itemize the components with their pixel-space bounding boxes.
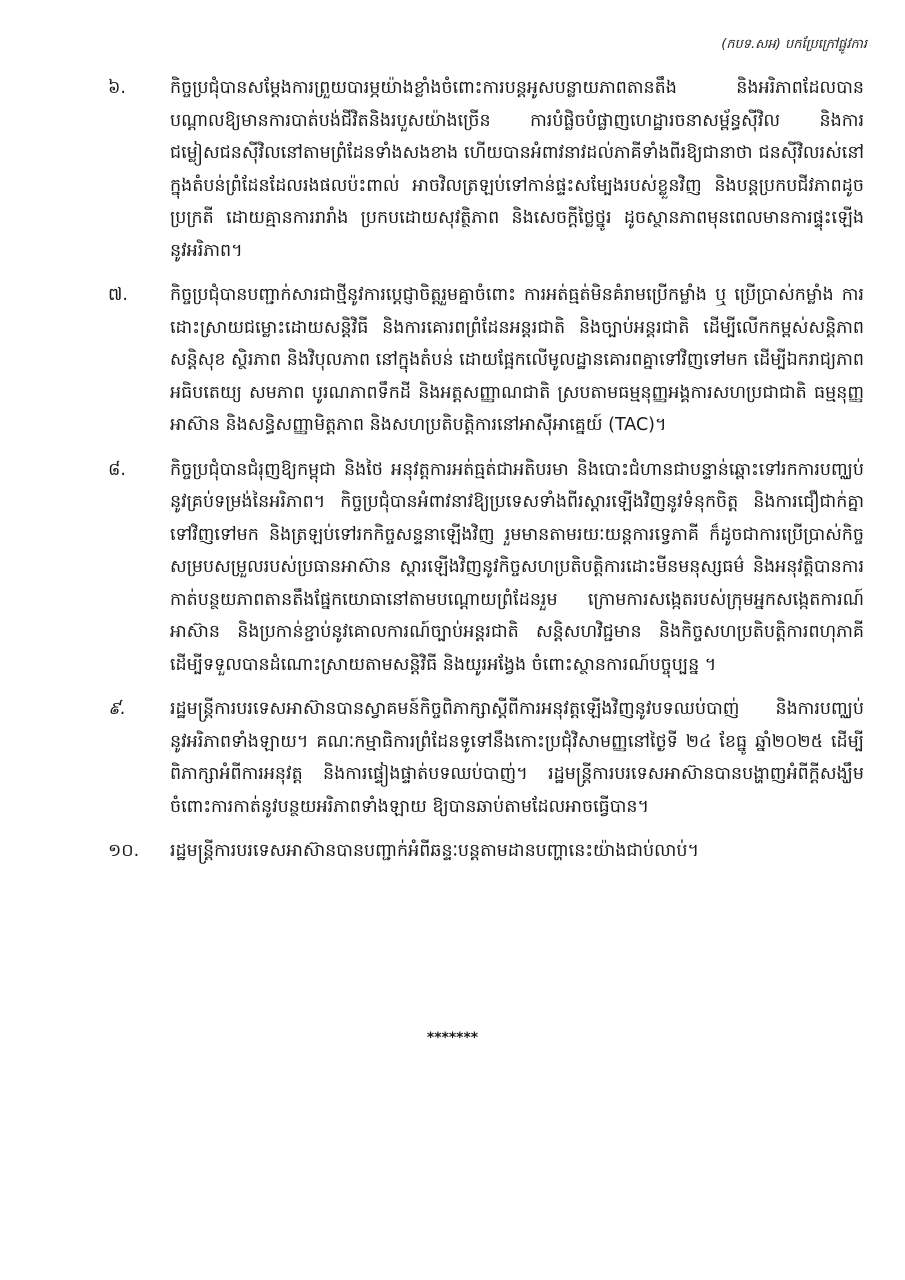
item-text: កិច្ចប្រជុំបានជំរុញឱ្យកម្ពុជា និងថៃ អនុវត្តការអត់ធ្មត់ជាអតិបរមា និងបោះជំហានជាបន្ទាន់ឆ្ពោះទៅរកការបញ្ឈប់នូវគ្រប់ទម្រង់នៃអរិភាព។ កិច្ចប្រជុំបានអំពាវនាវឱ្យប្រទេសទាំងពីរស្តារឡើងវិញនូវទំនុកចិត្ត និងការជឿជាក់គ្នាទៅវិញទៅមក និងត្រឡប់ទៅរកកិច្ចសន្ទនាឡើងវិញ រួមមានតាមរយៈយន្តការទ្វេភាគី ក៏ដូចជាការប្រើប្រាស់កិច្ចសម្របសម្រួលរបស់ប្រធានអាស៊ាន ស្តារឡើងវិញនូវកិច្ចសហប្រតិបត្តិការដោះមីនមនុស្សធម៌ និងអនុវត្តិបានការកាត់បន្ថយភាពតានតឹងផ្នែកយោធានៅតាមបណ្តោយព្រំដែនរួម ក្រោមការសង្កេតរបស់ក្រុមអ្នកសង្កេតការណ៍អាស៊ាន និងប្រកាន់ខ្ជាប់នូវគោលការណ៍ច្បាប់អន្តរជាតិ សន្តិសហវិជ្ជមាន និងកិច្ចសហប្រតិបត្តិការពហុភាគី ដើម្បីទទួលបានដំណោះស្រាយតាមសន្តិវិធី និងយូរអង្វែង ចំពោះស្ថានការណ៍បច្ចុប្បន្ន ។ [170, 459, 864, 675]
header-note: (កបទ.សអ) បកប្រែក្រៅផ្លូវការ [721, 37, 867, 52]
item-text: រដ្ឋមន្ត្រីការបរទេសអាស៊ានបានបញ្ជាក់អំពីឆន្ទៈបន្តតាមដានបញ្ហានេះយ៉ាងជាប់លាប់។ [170, 841, 699, 861]
item-number: ៩. [108, 699, 126, 719]
item-text: កិច្ចប្រជុំបានសម្តែងការព្រួយបារម្ភយ៉ាងខ្លាំងចំពោះការបន្តអូសបន្លាយភាពតានតឹង និងអរិភាពដែលបានបណ្តាលឱ្យមានការបាត់បង់ជីវិតនិងរបួសយ៉ាងច្រើន ការបំផ្លិចបំផ្លាញហេដ្ឋារចនាសម្ព័ន្ធស៊ីវិល និងការជម្លៀសជនស៊ីវិលនៅតាមព្រំដែនទាំងសងខាង ហើយបានអំពាវនាវដល់ភាគីទាំងពីរឱ្យជានាថា ជនស៊ីវិលរស់នៅក្នុងតំបន់ព្រំដែនដែលរងផលប៉ះពាល់ អាចវិលត្រឡប់ទៅកាន់ផ្ទះសម្បែងរបស់ខ្លួនវិញ និងបន្តប្រកបជីវភាពដូចប្រក្រតី ដោយគ្មានការរារាំង ប្រកបដោយសុវត្ថិភាព និងសេចក្តីថ្លៃថ្នូរ ដូចស្ថានភាពមុនពេលមានការផ្ទុះឡើងនូវអរិភាព។ [170, 78, 864, 261]
end-marker: ******* [426, 1030, 479, 1046]
numbered-list [108, 72, 864, 880]
item-number: ៧. [108, 285, 128, 305]
list-item-7 [108, 279, 864, 442]
item-number: ៦. [108, 78, 126, 98]
list-item-8 [108, 454, 864, 682]
item-text: រដ្ឋមន្ត្រីការបរទេសអាស៊ានបានស្វាគមន៍កិច្ចពិភាក្សាស្តីពីការអនុវត្តឡើងវិញនូវបទឈប់បាញ់ និងការបញ្ឈប់នូវអរិភាពទាំងឡាយ។ គណៈកម្មាធិការព្រំដែនទូទៅនឹងកោះប្រជុំវិសាមញ្ញនៅថ្ងៃទី ២៤ ខែធ្នូ ឆ្នាំ២០២៥ ដើម្បីពិភាក្សាអំពីការអនុវត្ត និងការផ្ទៀងផ្ទាត់បទឈប់បាញ់។ រដ្ឋមន្ត្រីការបរទេសអាស៊ានបានបង្ហាញអំពីក្តីសង្ឃឹមចំពោះការកាត់នូវបន្ថយអរិភាពទាំងឡាយ ឱ្យបានឆាប់តាមដែលអាចធ្វើបាន។ [170, 699, 864, 817]
list-item-9 [108, 693, 864, 823]
list-item-6 [108, 72, 864, 267]
list-item-10 [108, 835, 864, 868]
item-number: ១០. [108, 841, 140, 861]
item-text: កិច្ចប្រជុំបានបញ្ជាក់សារជាថ្មីនូវការប្តេជ្ញាចិត្តរួមគ្នាចំពោះ ការអត់ធ្មត់មិនគំរាមប្រើកម្លាំង ឬ ប្រើប្រាស់កម្លាំង ការដោះស្រាយជម្លោះដោយសន្តិវិធី និងការគោរពព្រំដែនអន្តរជាតិ និងច្បាប់អន្តរជាតិ ដើម្បីលើកកម្ពស់សន្តិភាព សន្តិសុខ ស្ថិរភាព និងវិបុលភាព នៅក្នុងតំបន់ ដោយផ្អែកលើមូលដ្ឋានគោរពគ្នាទៅវិញទៅមក ដើម្បីឯករាជ្យភាព អធិបតេយ្យ សមភាព បូរណភាពទឹកដី និងអត្តសញ្ញាណជាតិ ស្របតាមធម្មនុញ្ញអង្គការសហប្រជាជាតិ ធម្មនុញ្ញអាស៊ាន និងសន្ធិសញ្ញាមិត្តភាព និងសហប្រតិបត្តិការនៅអាស៊ីអាគ្នេយ៍ (TAC)។ [170, 285, 864, 435]
item-number: ៨. [108, 459, 126, 480]
